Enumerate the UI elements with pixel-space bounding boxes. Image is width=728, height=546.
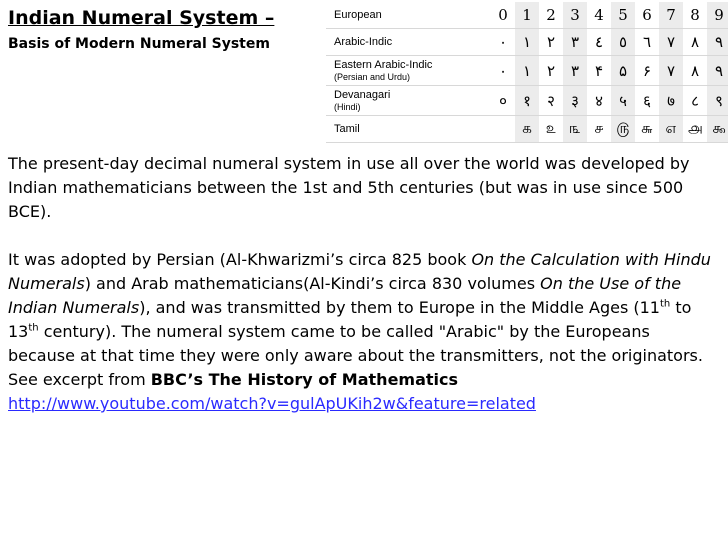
numeral-digit: 8 bbox=[683, 2, 707, 29]
numeral-digit: ௮ bbox=[683, 116, 707, 143]
book-title-khwarizmi: On the Calculation with Hindu Numerals bbox=[8, 250, 711, 293]
numeral-digit: ٦ bbox=[635, 29, 659, 56]
numeral-digit: ٤ bbox=[587, 29, 611, 56]
numeral-digit: २ bbox=[539, 86, 563, 116]
numeral-digit: ۱ bbox=[515, 56, 539, 86]
numeral-digit: ١ bbox=[515, 29, 539, 56]
numeral-digit: ௭ bbox=[659, 116, 683, 143]
numeral-digit: ۹ bbox=[707, 56, 728, 86]
numeral-digit: 9 bbox=[707, 2, 728, 29]
numeral-digit: 4 bbox=[587, 2, 611, 29]
numeral-row-label bbox=[326, 29, 474, 56]
numeral-digit: ٧ bbox=[659, 29, 683, 56]
numeral-digit: ۰ bbox=[491, 56, 515, 86]
script-name: Devanagari bbox=[334, 88, 391, 101]
page-subtitle: Basis of Modern Numeral System bbox=[8, 36, 270, 52]
numeral-digit: ۲ bbox=[539, 56, 563, 86]
text-span: It was adopted by Persian (Al-Khwarizmi’s circa 825 book bbox=[8, 250, 472, 269]
numeral-digit: ௩ bbox=[563, 116, 587, 143]
numeral-digit: ௧ bbox=[515, 116, 539, 143]
script-name: Arabic-Indic bbox=[334, 36, 393, 48]
numeral-digit: १ bbox=[515, 86, 539, 116]
numeral-digit: ௫ bbox=[611, 116, 635, 143]
numeral-digit: ४ bbox=[587, 86, 611, 116]
text-span: ) and Arab mathematicians(Al-Kindi’s circa 830 volumes bbox=[84, 274, 541, 293]
text-span: century). The numeral system came to be called "Arabic" by the Europeans because at that time they were only aware about the transmitters, not the originators. See excerpt from bbox=[8, 322, 703, 389]
numeral-row-label bbox=[326, 86, 474, 116]
numeral-table bbox=[326, 2, 728, 143]
numeral-digit: 3 bbox=[563, 2, 587, 29]
numeral-digit: ௯ bbox=[707, 116, 728, 143]
numeral-row bbox=[326, 116, 728, 143]
numeral-row-label bbox=[326, 2, 474, 29]
numeral-digit: ௪ bbox=[587, 116, 611, 143]
spacer bbox=[474, 29, 491, 56]
numeral-digit: ५ bbox=[611, 86, 635, 116]
numeral-digit: 5 bbox=[611, 2, 635, 29]
numeral-digit: 6 bbox=[635, 2, 659, 29]
numeral-digit: ० bbox=[491, 86, 515, 116]
numeral-digit: ۸ bbox=[683, 56, 707, 86]
script-subname: (Hindi) bbox=[334, 101, 361, 112]
spacer bbox=[474, 116, 491, 143]
script-name: Tamil bbox=[334, 123, 360, 135]
script-name: Eastern Arabic-Indic bbox=[334, 58, 433, 71]
text-span: to 13 bbox=[8, 298, 692, 341]
numeral-digit: ٨ bbox=[683, 29, 707, 56]
numeral-row bbox=[326, 2, 728, 29]
page-title: Indian Numeral System – bbox=[8, 7, 275, 29]
body-text bbox=[8, 152, 720, 416]
paragraph-intro: The present-day decimal numeral system in use all over the world was developed by Indian mathematicians between the 1st and 5th centuries (but was in use since 500 BCE). bbox=[8, 154, 690, 221]
paragraph-history bbox=[8, 248, 720, 416]
numeral-digit: 2 bbox=[539, 2, 563, 29]
numeral-row bbox=[326, 86, 728, 116]
text-span: ), and was transmitted by them to Europe in the Middle Ages (11 bbox=[139, 298, 660, 317]
numeral-digit: ९ bbox=[707, 86, 728, 116]
numeral-digit: ௬ bbox=[635, 116, 659, 143]
numeral-row-label bbox=[326, 56, 474, 86]
numeral-digit: ٥ bbox=[611, 29, 635, 56]
bbc-reference: BBC’s The History of Mathematics bbox=[150, 370, 459, 389]
numeral-digit: 1 bbox=[515, 2, 539, 29]
numeral-digit: ۴ bbox=[587, 56, 611, 86]
spacer bbox=[474, 86, 491, 116]
numeral-digit: ௨ bbox=[539, 116, 563, 143]
numeral-digit: ۶ bbox=[635, 56, 659, 86]
numeral-digit: ٣ bbox=[563, 29, 587, 56]
numeral-digit bbox=[491, 116, 515, 143]
numeral-digit: ۵ bbox=[611, 56, 635, 86]
youtube-link[interactable]: http://www.youtube.com/watch?v=gulApUKih2w&feature=related bbox=[8, 394, 536, 413]
numeral-digit: ३ bbox=[563, 86, 587, 116]
superscript: th bbox=[659, 298, 671, 310]
numeral-digit: 7 bbox=[659, 2, 683, 29]
numeral-digit: ६ bbox=[635, 86, 659, 116]
numeral-digit: ۷ bbox=[659, 56, 683, 86]
superscript: th bbox=[28, 322, 39, 334]
numeral-digit: ७ bbox=[659, 86, 683, 116]
numeral-digit: 0 bbox=[491, 2, 515, 29]
title-block bbox=[8, 6, 308, 54]
script-name: European bbox=[334, 9, 382, 21]
spacer bbox=[474, 2, 491, 29]
numeral-row bbox=[326, 56, 728, 86]
book-title-kindi: On the Use of the Indian Numerals bbox=[8, 274, 682, 317]
numeral-digit: ۳ bbox=[563, 56, 587, 86]
spacer bbox=[474, 56, 491, 86]
numeral-row-label bbox=[326, 116, 474, 143]
script-subname: (Persian and Urdu) bbox=[334, 71, 411, 82]
numeral-digit: ٠ bbox=[491, 29, 515, 56]
numeral-digit: ٢ bbox=[539, 29, 563, 56]
numeral-row bbox=[326, 29, 728, 56]
numeral-digit: ८ bbox=[683, 86, 707, 116]
numeral-digit: ٩ bbox=[707, 29, 728, 56]
